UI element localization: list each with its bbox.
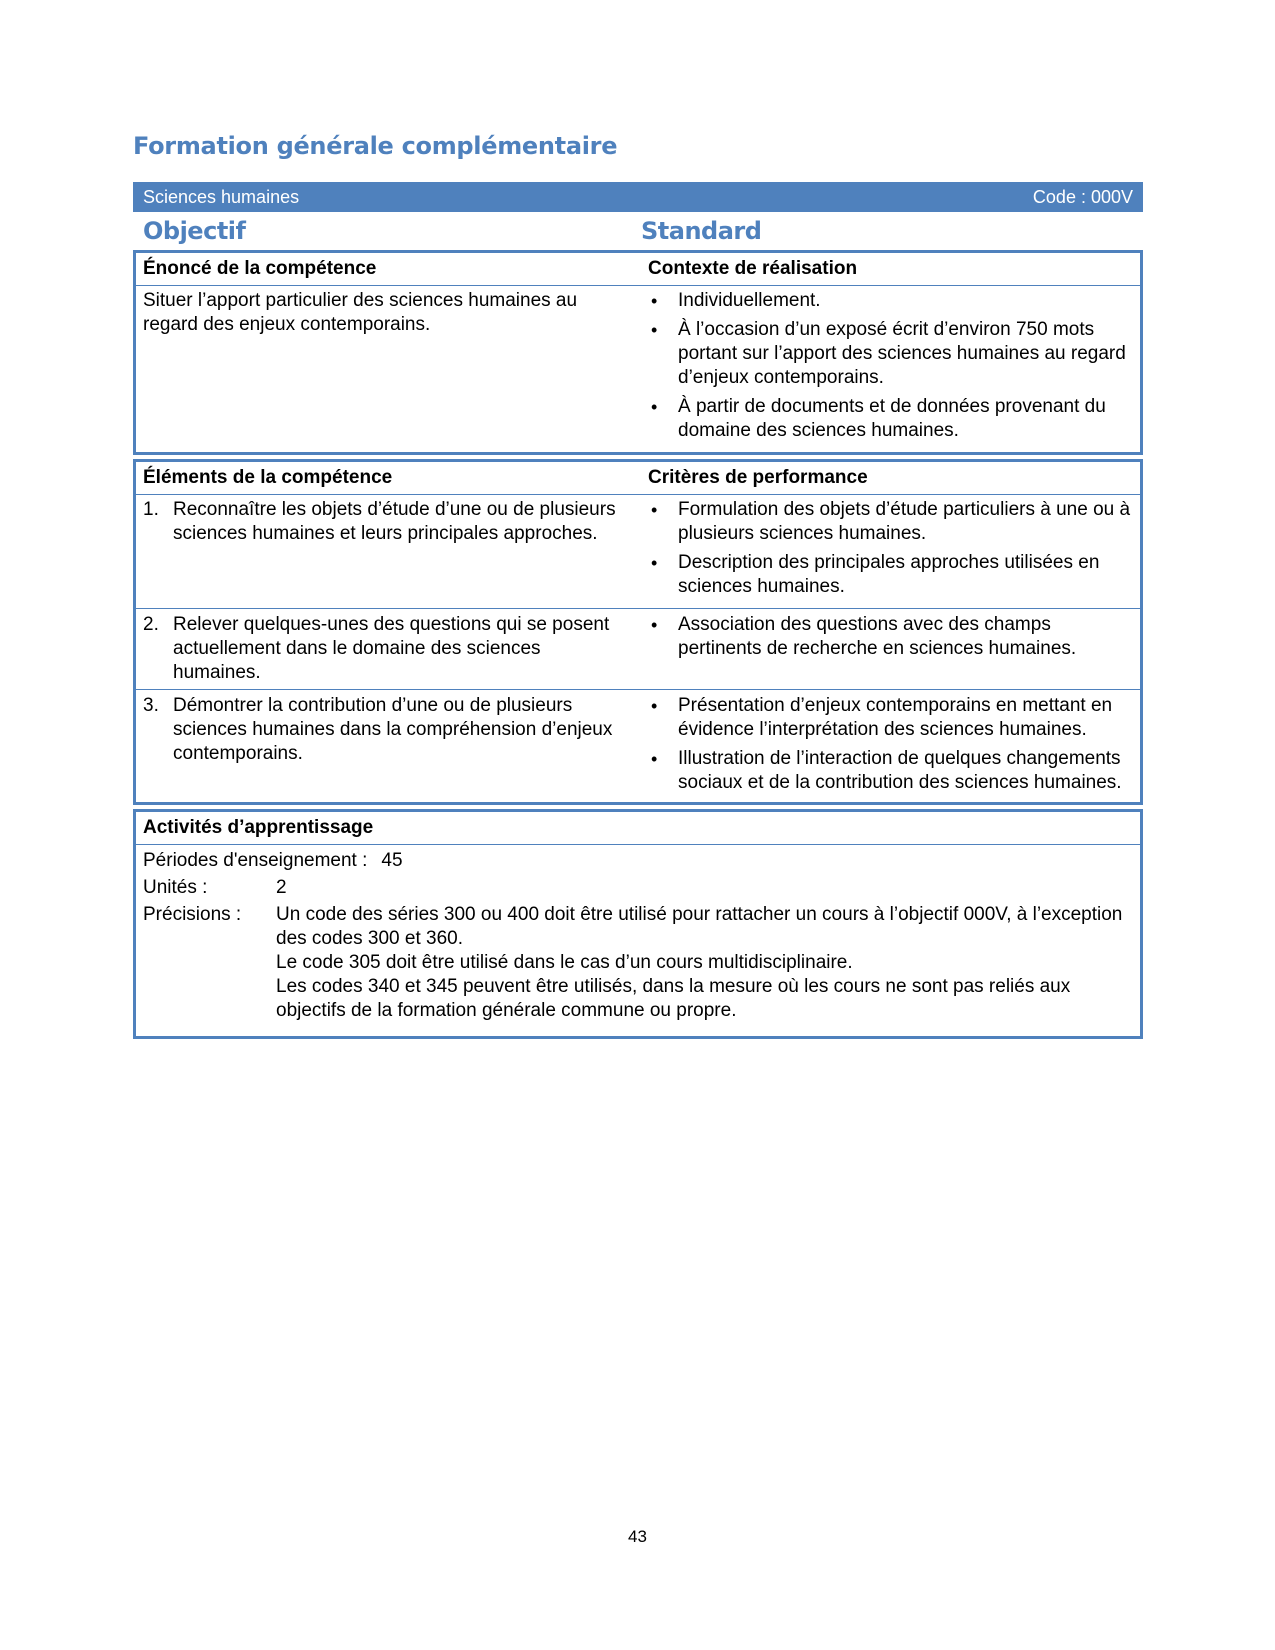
criteres-list	[648, 613, 1132, 661]
document-title: Formation générale complémentaire	[133, 132, 618, 160]
periodes-line	[143, 849, 1133, 873]
element-text: Relever quelques-unes des questions qui se posent actuellement dans le domaine des sciences humaines.	[173, 614, 610, 683]
subject-name: Sciences humaines	[143, 186, 300, 207]
element-text: Reconnaître les objets d’étude d’une ou de plusieurs sciences humaines et leurs principales approches.	[173, 499, 616, 544]
list-item: • Présentation d’enjeux contemporains en mettant en évidence l’interprétation des sciences humaines.	[648, 694, 1132, 742]
elements-header-row	[136, 462, 1140, 495]
competence-header-row	[136, 253, 1140, 286]
element-number: 3.	[143, 695, 159, 716]
enonce-text: Situer l’apport particulier des sciences humaines au regard des enjeux contemporains.	[143, 290, 578, 335]
list-item: • Association des questions avec des champs pertinents de recherche en sciences humaines.	[648, 613, 1132, 661]
precisions-line	[143, 903, 1133, 1023]
section-headings	[133, 212, 1143, 250]
contexte-header: Contexte de réalisation	[648, 258, 858, 279]
list-item: • Formulation des objets d’étude particuliers à une ou à plusieurs sciences humaines.	[648, 498, 1132, 546]
periodes-value: 45	[381, 850, 403, 871]
element-item	[143, 694, 621, 766]
activites-body	[136, 845, 1140, 1036]
unites-line	[143, 876, 1133, 900]
list-item: • Illustration de l’interaction de quelques changements sociaux et de la contribution des sciences humaines.	[648, 747, 1132, 795]
list-item: • À l’occasion d’un exposé écrit d’environ 750 mots portant sur l’apport des sciences humaines au regard d’enjeux contemporains.	[648, 318, 1132, 390]
list-item: • Individuellement.	[648, 289, 1132, 313]
elements-header: Éléments de la compétence	[143, 467, 393, 488]
objectif-heading: Objectif	[143, 217, 246, 245]
subject-code: Code : 000V	[1032, 186, 1133, 207]
list-item: • À partir de documents et de données provenant du domaine des sciences humaines.	[648, 395, 1132, 443]
table-row	[136, 495, 1140, 608]
page-number: 43	[628, 1527, 647, 1546]
list-item: • Description des principales approches utilisées en sciences humaines.	[648, 551, 1132, 599]
precision-item: Un code des séries 300 ou 400 doit être utilisé pour rattacher un cours à l’objectif 000V, à l’exception des codes 300 et 360.	[276, 904, 1123, 949]
document-page	[133, 126, 1143, 1039]
precision-item: Le code 305 doit être utilisé dans le cas d’un cours multidisciplinaire.	[276, 952, 853, 973]
element-number: 1.	[143, 499, 159, 520]
elements-table	[133, 459, 1143, 805]
criteres-list	[648, 498, 1132, 599]
unites-value: 2	[276, 877, 287, 898]
criteres-list	[648, 694, 1132, 795]
enonce-header: Énoncé de la compétence	[143, 258, 377, 279]
unites-label: Unités :	[143, 877, 208, 898]
table-row	[136, 689, 1140, 802]
element-text: Démontrer la contribution d’une ou de plusieurs sciences humaines dans la compréhension d’enjeux contemporains.	[173, 695, 613, 764]
element-item	[143, 613, 621, 685]
activites-table	[133, 809, 1143, 1039]
standard-heading: Standard	[641, 217, 762, 245]
criteres-header: Critères de performance	[648, 467, 868, 488]
element-item	[143, 498, 621, 546]
periodes-label: Périodes d'enseignement :	[143, 850, 368, 871]
precision-item: Les codes 340 et 345 peuvent être utilisés, dans la mesure où les cours ne sont pas reliés aux objectifs de la formation générale commune ou propre.	[276, 976, 1071, 1021]
precisions-label: Précisions :	[143, 904, 242, 925]
competence-body-row	[136, 286, 1140, 452]
element-number: 2.	[143, 614, 159, 635]
subject-banner	[133, 182, 1143, 212]
precisions-text	[276, 903, 1133, 1023]
contexte-list	[648, 289, 1132, 443]
activites-header: Activités d’apprentissage	[136, 812, 1140, 845]
competence-table	[133, 250, 1143, 455]
table-row	[136, 608, 1140, 689]
